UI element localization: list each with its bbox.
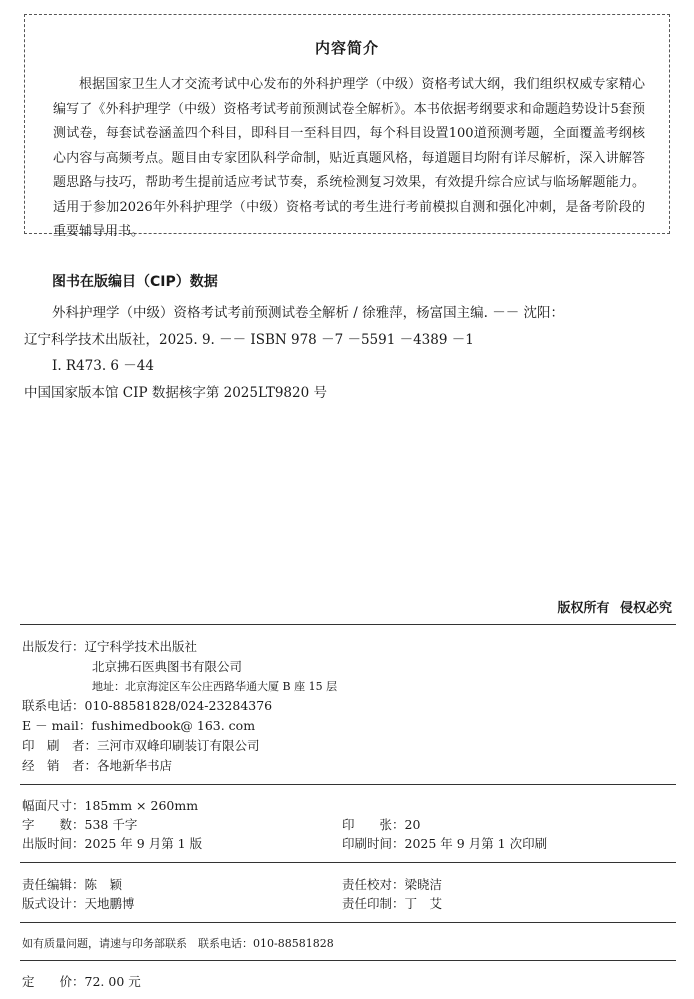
divider-5 — [20, 960, 676, 961]
editor-label: 责任编辑： — [22, 877, 85, 892]
editor-row — [22, 876, 122, 894]
distributor-label: 经 销 者： — [22, 758, 98, 773]
size-row — [22, 797, 198, 815]
words-label: 字 数： — [22, 817, 85, 832]
design-value: 天地鹏博 — [84, 896, 135, 911]
divider-3 — [20, 862, 676, 863]
divider-4 — [20, 922, 676, 923]
print-resp-value: 丁 艾 — [404, 896, 443, 911]
printer-value: 三河市双峰印刷装订有限公司 — [97, 738, 260, 753]
summary-box — [24, 14, 670, 239]
printer-label: 印 刷 者： — [22, 738, 98, 753]
words-row — [22, 816, 137, 834]
quality-note: 如有质量问题，请速与印务部联系 联系电话：010-88581828 — [22, 937, 334, 950]
sheets-row — [342, 816, 420, 834]
price-row — [22, 973, 141, 991]
summary-title: 内容简介 — [314, 39, 379, 57]
divider-2 — [20, 784, 676, 785]
sheets-label: 印 张： — [342, 817, 405, 832]
proof-label: 责任校对： — [342, 877, 405, 892]
email-label: E － mail： — [22, 718, 92, 733]
cip-line-2: 辽宁科学技术出版社，2025. 9. －－ ISBN 978 －7 －5591 －4389 －1 — [24, 331, 474, 348]
cip-line-3: Ⅰ. R473. 6 －44 — [52, 358, 154, 374]
proof-row — [342, 876, 442, 894]
divider-top — [20, 624, 676, 625]
price-value: 72. 00 元 — [84, 974, 141, 989]
cip-heading: 图书在版编目（CIP）数据 — [52, 274, 218, 290]
pubdate-label: 出版时间： — [22, 836, 85, 851]
printdate-label: 印刷时间： — [342, 836, 405, 851]
publisher-value: 辽宁科学技术出版社 — [84, 639, 198, 654]
pubdate-value: 2025 年 9 月第 1 版 — [84, 836, 203, 851]
publisher-company: 北京拂石医典图书有限公司 — [92, 659, 243, 674]
summary-text: 根据国家卫生人才交流考试中心发布的外科护理学（中级）资格考试大纲，我们组织权威专家精心编写了《外科护理学（中级）资格考试考前预测试卷全解析》。本书依据考纲要求和命题趋势设计5套预测试卷，每套试卷涵盖四个科目，即科目一至科目四，每个科目设置100道预测考题，全面覆盖考纲核心内容与高频考点。题目由专家团队科学命制，贴近真题风格，每道题目均附有详尽解析，深入讲解答题思路与技巧，帮助考生提前适应考试节奏，系统检测复习效果，有效提升综合应试与临场解题能力。适用于参加2026年外科护理学（中级）资格考试的考生进行考前模拟自测和强化冲刺，是备考阶段的重要辅导用书。 — [53, 77, 645, 239]
sheets-value: 20 — [404, 817, 421, 832]
phone-row — [22, 697, 272, 715]
email-row — [22, 717, 255, 735]
printer-row — [22, 737, 260, 755]
words-value: 538 千字 — [84, 817, 138, 832]
phone-value: 010-88581828/024-23284376 — [84, 698, 273, 713]
pubdate-row — [22, 835, 202, 853]
publisher-label: 出版发行： — [22, 639, 85, 654]
print-resp-row — [342, 895, 442, 913]
cip-block — [24, 300, 672, 406]
cip-line-1: 外科护理学（中级）资格考试考前预测试卷全解析 / 徐雅萍，杨富国主编. －－ 沈阳： — [52, 305, 565, 321]
copyright-notice: 版权所有 侵权必究 — [557, 601, 672, 616]
publisher-row — [22, 638, 197, 656]
email-value: fushimedbook@ 163. com — [91, 718, 256, 733]
cip-line-4: 中国国家版本馆 CIP 数据核字第 2025LT9820 号 — [24, 384, 327, 401]
publisher-address: 地址：北京海淀区车公庄西路华通大厦 B 座 15 层 — [92, 680, 338, 693]
design-row — [22, 895, 135, 913]
size-label: 幅面尺寸： — [22, 798, 85, 813]
printdate-value: 2025 年 9 月第 1 次印刷 — [404, 836, 548, 851]
distributor-row — [22, 757, 172, 775]
print-resp-label: 责任印制： — [342, 896, 405, 911]
proof-value: 梁晓洁 — [404, 877, 443, 892]
design-label: 版式设计： — [22, 896, 85, 911]
price-label: 定 价： — [22, 974, 85, 989]
phone-label: 联系电话： — [22, 698, 85, 713]
editor-value: 陈 颖 — [84, 877, 123, 892]
distributor-value: 各地新华书店 — [97, 758, 173, 773]
printdate-row — [342, 835, 547, 853]
size-value: 185mm × 260mm — [84, 798, 199, 813]
